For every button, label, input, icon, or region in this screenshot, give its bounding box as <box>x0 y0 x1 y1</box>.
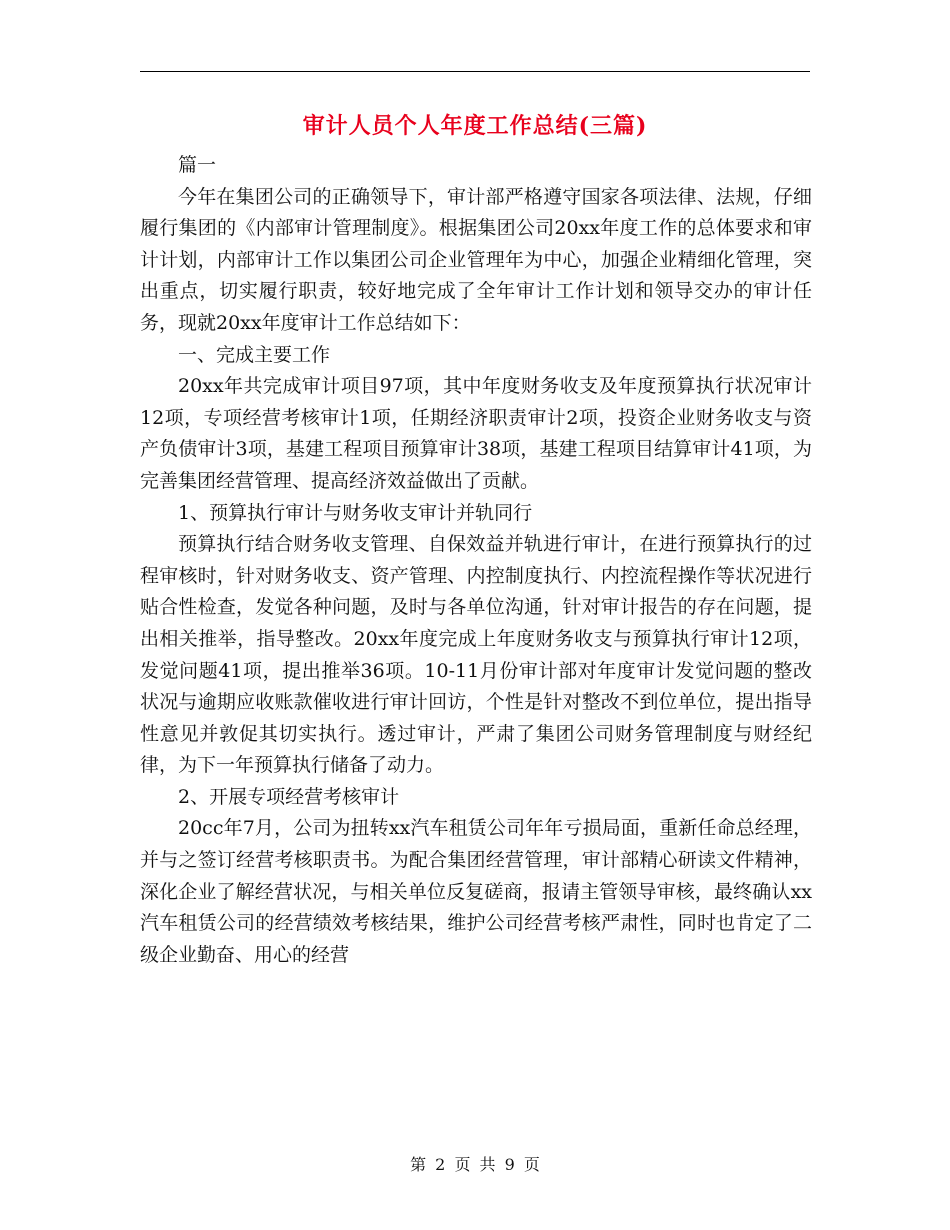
special-audit-paragraph: 20cc年7月，公司为扭转xx汽车租赁公司年年亏损局面，重新任命总经理，并与之签订经营考核职责书。为配合集团经营管理，审计部精心研读文件精神，深化企业了解经营状况，与相关单位反复磋商，报请主管领导审核，最终确认xx汽车租赁公司的经营绩效考核结果，维护公司经营考核严肃性，同时也肯定了二级企业勤奋、用心的经营 <box>140 817 812 966</box>
document-body <box>140 150 812 971</box>
document-title: 审计人员个人年度工作总结(三篇) <box>302 113 648 139</box>
main-work-paragraph: 20xx年共完成审计项目97项，其中年度财务收支及年度预算执行状况审计12项，专项经营考核审计1项，任期经济职责审计2项，投资企业财务收支与资产负债审计3项，基建工程项目预算审计38项，基建工程项目结算审计41项，为完善集团经营管理、提高经济效益做出了贡献。 <box>140 375 812 492</box>
subheading-budget-audit: 1、预算执行审计与财务收支审计并轨同行 <box>178 501 533 524</box>
header-rule <box>140 71 810 72</box>
subheading-special-audit: 2、开展专项经营考核审计 <box>178 785 400 808</box>
section-heading-main-work: 一、完成主要工作 <box>178 343 331 366</box>
page-number-footer: 第 2 页 共 9 页 <box>410 1155 540 1174</box>
intro-paragraph: 今年在集团公司的正确领导下，审计部严格遵守国家各项法律、法规，仔细履行集团的《内部审计管理制度》。根据集团公司20xx年度工作的总体要求和审计计划，内部审计工作以集团公司企业管理年为中心，加强企业精细化管理，突出重点，切实履行职责，较好地完成了全年审计工作计划和领导交办的审计任务，现就20xx年度审计工作总结如下： <box>140 185 812 334</box>
budget-audit-paragraph: 预算执行结合财务收支管理、自保效益并轨进行审计，在进行预算执行的过程审核时，针对财务收支、资产管理、内控制度执行、内控流程操作等状况进行贴合性检查，发觉各种问题，及时与各单位沟通，针对审计报告的存在问题，提出相关推举，指导整改。20xx年度完成上年度财务收支与预算执行审计12项，发觉问题41项，提出推举36项。10-11月份审计部对年度审计发觉问题的整改状况与逾期应收账款催收进行审计回访，个性是针对整改不到位单位，提出指导性意见并敦促其切实执行。透过审计，严肃了集团公司财务管理制度与财经纪律，为下一年预算执行储备了动力。 <box>140 533 812 777</box>
section-heading-part-one: 篇一 <box>178 154 217 176</box>
